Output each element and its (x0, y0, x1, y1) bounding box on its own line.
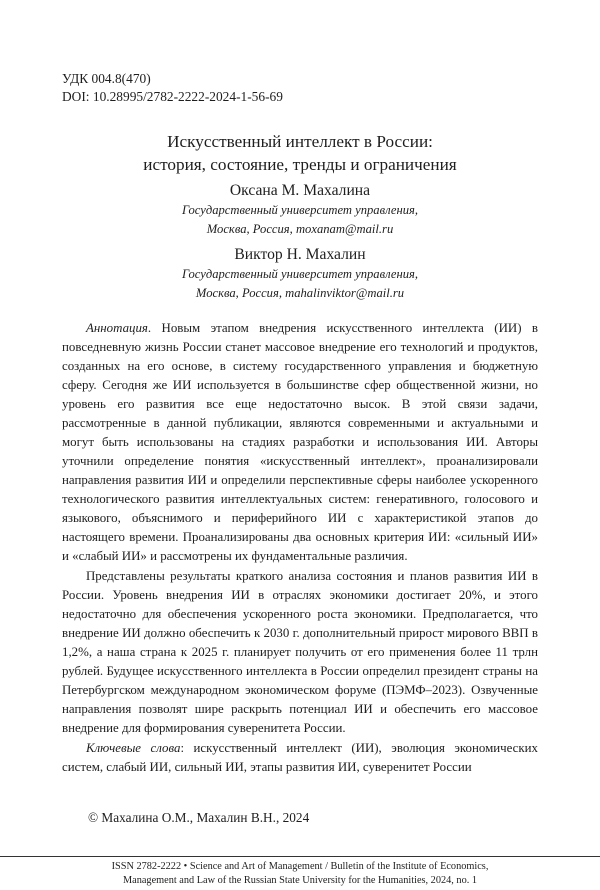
title-line-2: история, состояние, тренды и ограничения (143, 155, 457, 174)
keywords-label: Ключевые слова (86, 741, 181, 755)
affiliation-line-2: Москва, Россия, mahalinviktor@mail.ru (195, 286, 405, 300)
author-affiliation-2 (0, 265, 600, 303)
affiliation-line-1: Государственный университет управления, (181, 203, 419, 217)
affiliation-line-1: Государственный университет управления, (181, 267, 419, 281)
author-affiliation-1 (0, 201, 600, 239)
keywords-text: : искусственный интеллект (ИИ), эволюция экономических систем, слабый ИИ, сильный ИИ, этапы развития ИИ, суверенитет России (62, 741, 538, 774)
affiliation-line-2: Москва, Россия, moxanam@mail.ru (206, 222, 394, 236)
author-name-2: Виктор Н. Махалин (234, 246, 366, 263)
abstract-text-2: Представлены результаты краткого анализа состояния и планов развития ИИ в России. Уровень внедрения ИИ в отраслях экономики достигает 20%, и этого недостаточно для обеспечения ускоренного роста экономики. Предполагается, что внедрение ИИ должно обеспечить к 2030 г. дополнительный прирост мирового ВВП в 1,2%, а наша страна к 2025 г. планирует получить от его применения более 11 трлн рублей. Будущее искусственного интеллекта в России определил президент страны на Петербургском международном экономическом форуме (ПЭМФ–2023). Озвученные направления позволят шире раскрыть потенциал ИИ и обеспечить его массовое внедрение для формирования суверенитета России. (62, 569, 538, 735)
journal-footer (0, 860, 600, 888)
author-name-1: Оксана М. Махалина (229, 182, 371, 199)
doi: DOI: 10.28995/2782-2222-2024-1-56-69 (62, 89, 283, 104)
article-identifiers (62, 70, 283, 106)
article-title (0, 130, 600, 176)
title-line-1: Искусственный интеллект в России: (167, 132, 433, 151)
keywords-paragraph (62, 739, 538, 777)
abstract-paragraph-1 (62, 319, 538, 566)
footer-line-1: ISSN 2782-2222 • Science and Art of Management / Bulletin of the Institute of Economics, (111, 861, 489, 872)
abstract-paragraph-2 (62, 567, 538, 738)
copyright-line: © Махалина О.М., Махалин В.Н., 2024 (88, 810, 310, 825)
abstract-text-1: . Новым этапом внедрения искусственного интеллекта (ИИ) в повседневную жизнь России станет массовое внедрение его технологий и продуктов, созданных на его основе, в систему государственного управления и бюджетную сферу. Сегодня же ИИ используется в большинстве сфер общественной жизни, но уровень его развития все еще недостаточно высок. В этой связи задачи, рассмотренные в данной публикации, являются современными и актуальными и могут быть использованы на стадиях разработки и использования ИИ. Авторы уточнили определение понятия «искусственный интеллект», проанализировали направления развития ИИ и определили перспективные сферы наиболее ускоренного технологического развития интеллектуальных систем: генеративного, голосового и языкового, объяснимого и периферийного ИИ с характеристикой этапов до настоящего времени. Проанализированы два основных критерия ИИ: «сильный ИИ» и «слабый ИИ» и рассмотрены их фундаментальные различия. (62, 321, 538, 563)
udk-code: УДК 004.8(470) (62, 71, 151, 86)
footer-divider (0, 856, 600, 857)
abstract-label: Аннотация (86, 321, 148, 335)
footer-line-2: Management and Law of the Russian State University for the Humanities, 2024, no. 1 (122, 875, 478, 886)
abstract (62, 319, 538, 777)
